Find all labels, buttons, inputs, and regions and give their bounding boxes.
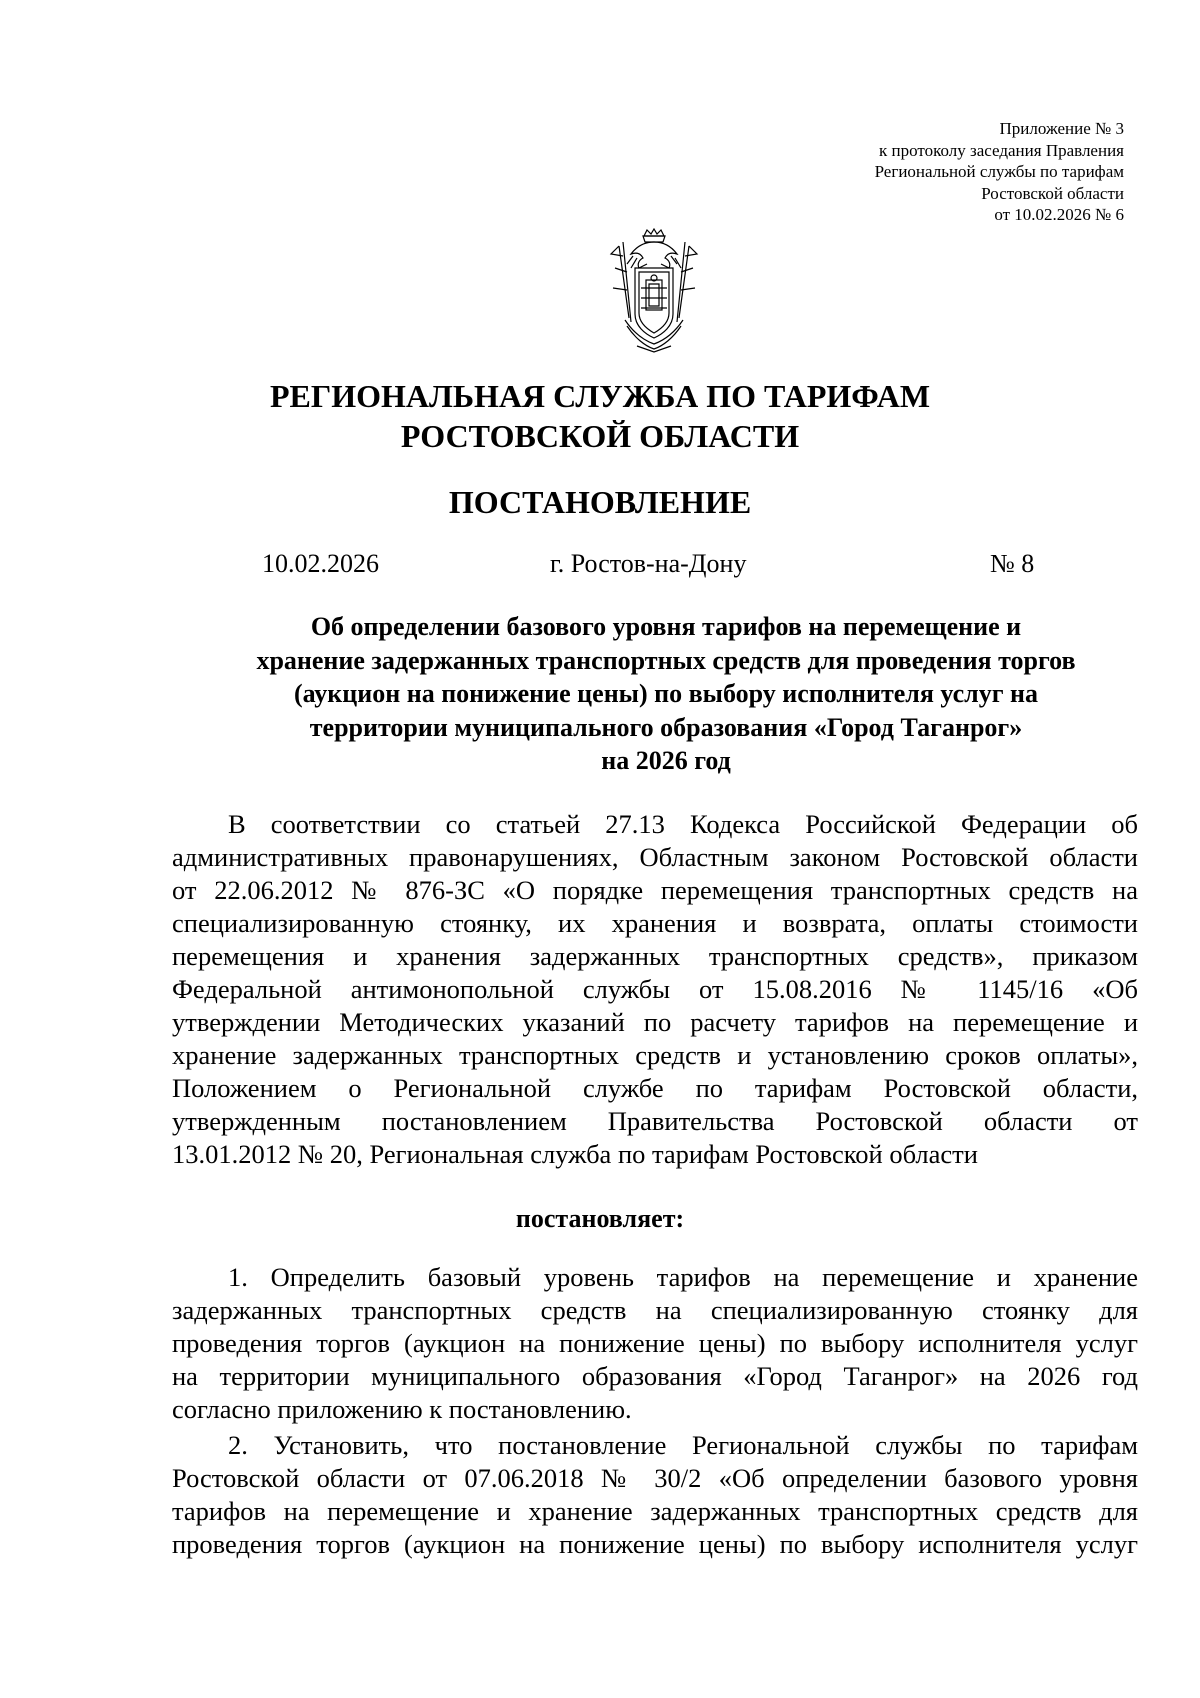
annex-line: Ростовской области — [981, 183, 1124, 203]
annex-line: Приложение № 3 — [999, 119, 1124, 138]
document-city: г. Ростов-на-Дону — [550, 549, 747, 578]
preamble-line: хранение задержанных транспортных средств и установлению сроков оплаты», — [172, 1040, 1138, 1070]
resolution-heading: постановляет: — [515, 1204, 685, 1233]
organization-title-line: РЕГИОНАЛЬНАЯ СЛУЖБА ПО ТАРИФАМ — [269, 378, 931, 414]
preamble-line: перемещения и хранения задержанных транспортных средств», приказом — [172, 941, 1138, 971]
item-line: 2. Установить, что постановление Региональной службы по тарифам — [228, 1430, 1138, 1460]
subject-line: Об определении базового уровня тарифов на перемещение и — [310, 612, 1022, 641]
preamble-line: утвержденным постановлением Правительства Ростовской области от — [172, 1106, 1138, 1136]
subject-line: территории муниципального образования «Город Таганрог» — [309, 712, 1023, 742]
document-number: № 8 — [990, 549, 1035, 578]
resolution-item-1 — [172, 1261, 1138, 1426]
preamble-line: Федеральной антимонопольной службы от 15.08.2016 № 1145/16 «Об — [172, 974, 1138, 1004]
preamble-line: Положением о Региональной службе по тарифам Ростовской области, — [172, 1073, 1138, 1103]
item-line: на территории муниципального образования «Город Таганрог» на 2026 год — [172, 1361, 1138, 1391]
preamble-line: утверждении Методических указаний по расчету тарифов на перемещение и — [172, 1007, 1138, 1037]
preamble-line: 13.01.2012 № 20, Региональная служба по тарифам Ростовской области — [172, 1139, 978, 1169]
document-type: ПОСТАНОВЛЕНИЕ — [448, 484, 752, 520]
preamble-line: административных правонарушениях, Областным законом Ростовской области — [172, 842, 1138, 872]
subject-line: хранение задержанных транспортных средств для проведения торгов — [256, 645, 1076, 675]
item-line: задержанных транспортных средств на специализированную стоянку для — [172, 1295, 1138, 1325]
annex-line: Региональной службы по тарифам — [874, 162, 1124, 181]
preamble-paragraph — [172, 808, 1138, 1171]
organization-title — [0, 376, 1200, 456]
item-line: проведения торгов (аукцион на понижение цены) по выбору исполнителя услуг — [172, 1328, 1138, 1358]
document-subject — [200, 610, 1132, 778]
annex-line: от 10.02.2026 № 6 — [994, 205, 1124, 224]
item-line: Ростовской области от 07.06.2018 № 30/2 «Об определении базового уровня — [172, 1463, 1138, 1493]
item-line: тарифов на перемещение и хранение задержанных транспортных средств для — [172, 1496, 1138, 1526]
preamble-line: В соответствии со статьей 27.13 Кодекса Российской Федерации об — [228, 809, 1138, 839]
document-date: 10.02.2026 — [262, 549, 379, 578]
annex-line: к протоколу заседания Правления — [879, 140, 1124, 160]
item-line: согласно приложению к постановлению. — [172, 1394, 632, 1424]
item-line: 1. Определить базовый уровень тарифов на перемещение и хранение — [228, 1262, 1138, 1292]
subject-line: (аукцион на понижение цены) по выбору исполнителя услуг на — [293, 679, 1039, 708]
resolution-item-2 — [172, 1429, 1138, 1561]
organization-title-line: РОСТОВСКОЙ ОБЛАСТИ — [400, 418, 800, 454]
coat-of-arms-icon — [597, 228, 711, 354]
annex-header — [875, 118, 1124, 226]
item-line: проведения торгов (аукцион на понижение цены) по выбору исполнителя услуг — [172, 1529, 1138, 1559]
preamble-line: от 22.06.2012 № 876-ЗС «О порядке перемещения транспортных средств на — [172, 875, 1138, 905]
subject-line: на 2026 год — [601, 746, 731, 775]
preamble-line: специализированную стоянку, их хранения и возврата, оплаты стоимости — [172, 908, 1138, 938]
